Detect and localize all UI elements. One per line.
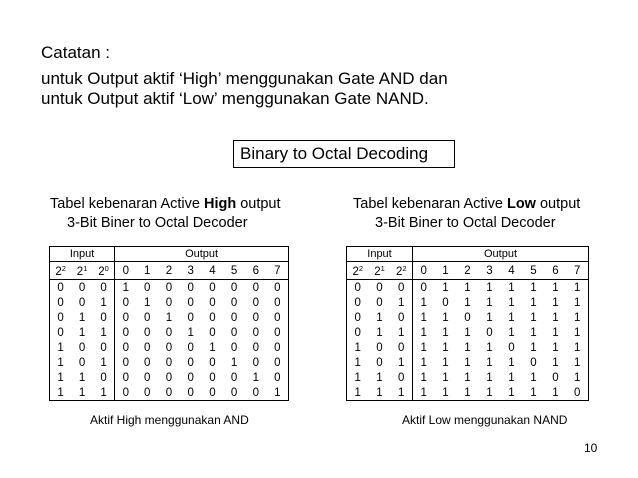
table-cell: 0 [57,326,64,339]
table-cell: 1 [78,371,86,384]
table-cell: 1 [508,296,515,309]
table-cell: 0 [252,281,260,294]
input-bit-base: 2 [76,266,84,278]
table-cell: 0 [122,296,129,309]
table-cell: 0 [252,341,260,354]
table-row [347,325,589,340]
table-cell: 1 [530,371,537,384]
table-cell: 1 [442,326,449,339]
input-bit-header [391,262,413,280]
table-cell: 0 [165,326,173,339]
table-row [347,370,589,385]
table-cell: 0 [354,326,361,339]
table-cell: 1 [464,296,471,309]
table-cell: 0 [144,281,151,294]
table-row [347,340,589,355]
table-cell: 1 [486,281,493,294]
table-cell: 1 [57,371,64,384]
output-group-label: Output [413,247,589,262]
table-cell: 1 [486,311,493,324]
table-cell: 1 [354,356,361,369]
input-bit-exponent: 1 [83,264,88,273]
table-cell: 0 [93,340,115,355]
table-cell: 1 [464,371,471,384]
table-cell: 0 [274,281,281,294]
table-row [50,340,289,355]
table-cell: 1 [574,296,581,309]
table-cell: 0 [391,340,413,355]
output-header: 3 [180,262,202,280]
table-cell: 0 [230,296,238,309]
table-cell: 1 [530,326,537,339]
table-cell: 1 [530,281,537,294]
low-table-caption: Aktif Low menggunakan NAND [402,413,568,427]
table-cell: 0 [376,296,383,309]
table-cell: 1 [78,386,86,399]
table-cell: 0 [230,311,238,324]
note-line-1: untuk Output aktif ‘High’ menggunakan Gate AND dan [41,69,448,88]
note-line-2: untuk Output aktif ‘Low’ menggunakan Gate NAND. [41,89,429,108]
table-row [347,295,589,310]
table-cell: 0 [230,371,238,384]
table-cell: 0 [230,326,238,339]
table-cell: 0 [57,311,64,324]
table-cell: 1 [574,341,581,354]
table-cell: 1 [530,311,537,324]
input-bit-exponent: 1 [380,264,385,273]
table-cell: 1 [420,311,427,324]
table-cell: 0 [274,296,281,309]
table-cell: 0 [442,296,449,309]
table-cell: 0 [209,356,216,369]
table-cell: 0 [122,371,129,384]
table-cell: 1 [508,386,515,399]
group-header-row [50,247,289,262]
input-bit-base: 2 [395,266,403,278]
table-cell: 1 [391,295,413,310]
table-cell: 1 [93,295,115,310]
table-cell: 0 [391,370,413,385]
table-cell: 0 [376,341,383,354]
table-cell: 0 [165,386,173,399]
table-cell: 0 [165,341,173,354]
table-row [50,280,289,296]
table-cell: 0 [252,386,260,399]
table-cell: 0 [144,356,151,369]
table-cell: 0 [420,281,427,294]
high-table-subtitle: 3-Bit Biner to Octal Decoder [67,215,248,231]
table-cell: 0 [78,341,86,354]
table-cell: 0 [230,281,238,294]
table-cell: 0 [252,296,260,309]
table-cell: 1 [552,281,559,294]
high-title-suffix: output [236,196,281,212]
table-cell: 1 [391,325,413,340]
high-truth-table [49,246,289,401]
table-cell: 1 [442,281,449,294]
table-cell: 1 [376,326,383,339]
section-title: Binary to Octal Decoding [233,140,455,168]
table-cell: 1 [93,355,115,370]
table-row [347,310,589,325]
table-cell: 0 [209,386,216,399]
input-bit-exponent: 2 [402,264,407,273]
table-cell: 0 [187,371,194,384]
table-row [50,325,289,340]
input-bit-base: 2 [55,266,62,278]
table-cell: 1 [391,385,413,401]
table-cell: 0 [93,280,115,296]
output-header: 1 [136,262,158,280]
table-cell: 1 [574,311,581,324]
table-cell: 1 [486,356,493,369]
table-cell: 0 [486,326,493,339]
input-group-label: Input [50,247,115,262]
table-cell: 1 [420,371,427,384]
table-cell: 0 [391,310,413,325]
table-cell: 1 [552,386,559,399]
table-cell: 0 [209,311,216,324]
table-cell: 1 [486,371,493,384]
output-header: 2 [158,262,180,280]
table-cell: 0 [354,296,361,309]
low-title-bold: Low [506,196,536,212]
output-header: 7 [267,262,289,280]
table-cell: 0 [187,281,194,294]
table-cell: 0 [93,310,115,325]
table-cell: 1 [486,296,493,309]
low-title-prefix: Tabel kebenaran Active [353,196,507,212]
table-row [347,355,589,370]
table-cell: 0 [464,311,471,324]
table-cell: 1 [122,281,129,294]
column-header-row [347,262,589,280]
output-header: 0 [413,262,435,280]
input-bit-exponent: 0 [104,264,109,273]
input-bit-header [347,262,369,280]
low-table-title [353,196,580,212]
output-header: 6 [245,262,267,280]
table-cell: 1 [486,341,493,354]
table-cell: 0 [252,311,260,324]
note-heading: Catatan : [41,43,110,62]
table-cell: 0 [230,341,238,354]
table-cell: 0 [574,386,581,399]
table-cell: 1 [391,355,413,370]
table-cell: 0 [187,341,194,354]
table-cell: 1 [420,386,427,399]
table-cell: 0 [209,326,216,339]
table-row [50,370,289,385]
table-cell: 0 [165,296,173,309]
table-cell: 0 [274,371,281,384]
table-cell: 1 [57,356,64,369]
table-cell: 0 [144,386,151,399]
table-cell: 1 [508,356,515,369]
high-table-caption: Aktif High menggunakan AND [90,413,249,427]
table-cell: 0 [209,281,216,294]
table-cell: 1 [530,296,537,309]
table-cell: 0 [391,280,413,296]
table-cell: 0 [78,356,86,369]
table-cell: 0 [144,371,151,384]
input-bit-base: 2 [352,266,359,278]
table-row [50,355,289,370]
table-cell: 1 [442,311,449,324]
table-cell: 1 [57,341,64,354]
table-row [347,385,589,401]
table-cell: 1 [574,281,581,294]
table-cell: 1 [93,385,115,401]
table-cell: 1 [78,311,86,324]
input-bit-base: 2 [374,266,381,278]
table-cell: 1 [252,371,260,384]
table-cell: 1 [274,386,281,399]
table-cell: 0 [165,356,173,369]
table-cell: 0 [57,296,64,309]
table-cell: 1 [464,356,471,369]
table-cell: 1 [165,311,173,324]
table-cell: 1 [464,326,471,339]
low-title-suffix: output [535,196,581,212]
table-cell: 1 [442,371,449,384]
table-cell: 0 [508,341,515,354]
table-cell: 1 [574,356,581,369]
input-bit-header [71,262,93,280]
output-header: 5 [523,262,545,280]
group-header-row [347,247,589,262]
output-header: 0 [115,262,137,280]
table-cell: 1 [552,341,559,354]
table-cell: 0 [552,371,559,384]
table-cell: 1 [442,341,449,354]
table-cell: 0 [78,281,86,294]
table-cell: 1 [420,341,427,354]
table-cell: 0 [144,341,151,354]
low-truth-table [346,246,589,401]
table-cell: 0 [252,356,260,369]
table-cell: 1 [354,386,361,399]
table-cell: 1 [420,356,427,369]
output-header: 5 [223,262,245,280]
table-cell: 1 [420,296,427,309]
table-cell: 1 [376,371,383,384]
table-cell: 1 [376,386,383,399]
table-cell: 1 [574,326,581,339]
table-cell: 0 [354,281,361,294]
input-bit-header [50,262,72,280]
table-cell: 0 [57,281,64,294]
table-cell: 1 [486,386,493,399]
table-cell: 0 [209,371,216,384]
input-bit-exponent: 2 [358,264,364,273]
table-cell: 0 [274,326,281,339]
output-group-label: Output [115,247,289,262]
high-title-prefix: Tabel kebenaran Active [50,196,204,212]
output-header: 6 [545,262,567,280]
input-bit-base: 2 [98,266,105,278]
output-header: 7 [567,262,589,280]
table-cell: 1 [442,356,449,369]
output-header: 4 [202,262,224,280]
table-cell: 1 [209,341,216,354]
low-table-subtitle: 3-Bit Biner to Octal Decoder [375,215,556,231]
table-row [50,385,289,401]
table-cell: 0 [122,341,129,354]
table-cell: 1 [574,371,581,384]
table-cell: 0 [530,356,537,369]
table-cell: 0 [376,356,383,369]
table-cell: 0 [122,311,129,324]
table-cell: 1 [508,281,515,294]
table-cell: 1 [144,296,151,309]
input-bit-header [369,262,391,280]
table-cell: 1 [530,386,537,399]
output-header: 1 [435,262,457,280]
table-cell: 0 [230,386,238,399]
table-cell: 1 [508,326,515,339]
table-cell: 0 [144,311,151,324]
table-cell: 1 [78,326,86,339]
table-cell: 0 [187,356,194,369]
table-row [50,295,289,310]
table-cell: 1 [530,341,537,354]
table-cell: 0 [78,296,86,309]
table-cell: 0 [93,370,115,385]
table-cell: 1 [552,296,559,309]
table-cell: 0 [274,311,281,324]
table-cell: 0 [122,326,129,339]
table-row [50,310,289,325]
table-cell: 0 [376,281,383,294]
table-cell: 1 [464,341,471,354]
table-cell: 1 [442,386,449,399]
table-cell: 0 [274,356,281,369]
table-cell: 1 [354,371,361,384]
table-cell: 0 [165,371,173,384]
table-cell: 0 [187,386,194,399]
table-cell: 0 [165,281,173,294]
table-cell: 1 [57,386,64,399]
output-header: 2 [457,262,479,280]
output-header: 3 [479,262,501,280]
input-bit-exponent: 2 [61,264,66,273]
table-cell: 1 [420,326,427,339]
table-cell: 1 [552,356,559,369]
table-cell: 0 [252,326,260,339]
high-table-title [50,196,281,212]
table-cell: 1 [464,281,471,294]
table-cell: 1 [93,325,115,340]
table-cell: 0 [187,296,194,309]
table-cell: 0 [122,356,129,369]
column-header-row [50,262,289,280]
table-cell: 0 [354,311,361,324]
table-cell: 1 [552,326,559,339]
table-cell: 1 [354,341,361,354]
table-cell: 0 [144,326,151,339]
table-cell: 0 [187,311,194,324]
output-header: 4 [501,262,523,280]
input-bit-header [93,262,115,280]
table-cell: 1 [376,311,383,324]
input-group-label: Input [347,247,413,262]
high-title-bold: High [203,196,237,212]
table-cell: 1 [464,386,471,399]
table-row [347,280,589,296]
table-cell: 1 [508,371,515,384]
table-cell: 0 [209,296,216,309]
page-number: 10 [584,441,598,455]
table-cell: 0 [274,341,281,354]
table-cell: 0 [122,386,129,399]
table-cell: 1 [508,311,515,324]
table-cell: 1 [187,326,194,339]
table-cell: 1 [552,311,559,324]
table-cell: 1 [230,356,238,369]
